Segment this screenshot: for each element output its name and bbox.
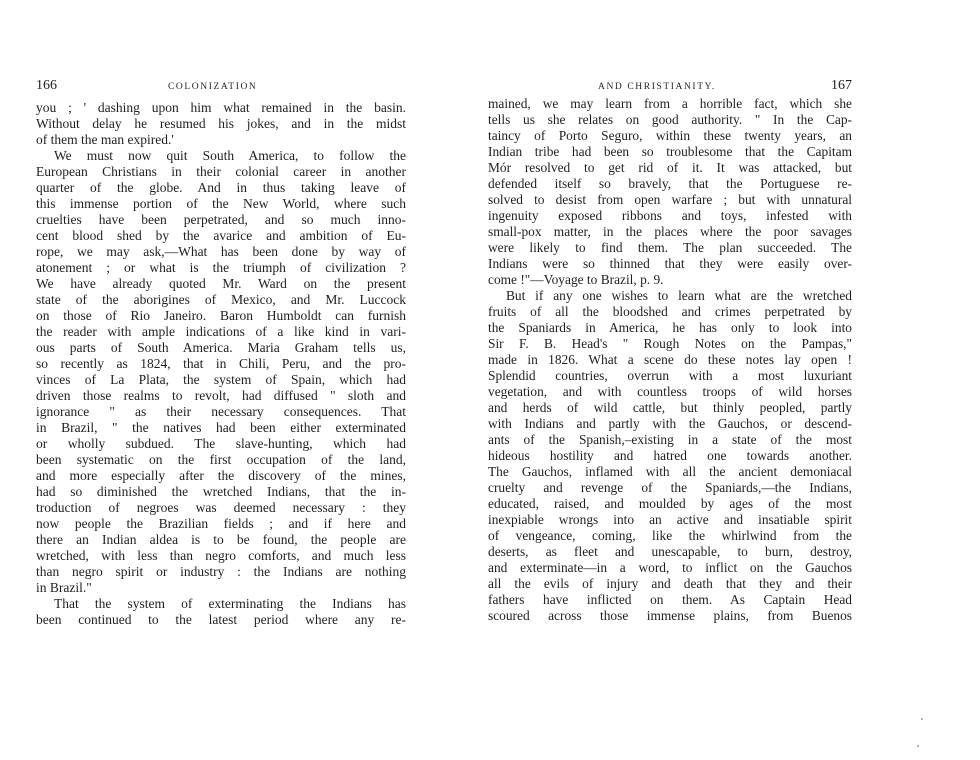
text-line: all the evils of injury and death that they and their [488, 576, 852, 591]
text-line: We must now quit South America, to follow the [54, 148, 406, 163]
text-line: scoured across those immense plains, from Buenos [488, 608, 852, 623]
text-line: small-pox matter, in the places where the poor savages [488, 224, 852, 239]
text-line: driven those realms to revolt, had diffused " sloth and [36, 388, 406, 403]
text-line: Indians were so thinned that they were easily over- [488, 256, 852, 271]
text-line: Sir F. B. Head's " Rough Notes on the Pampas," [488, 336, 852, 351]
text-line: of them the man expired.' [36, 132, 174, 147]
running-title-right: AND CHRISTIANITY. [598, 82, 716, 92]
text-line: the reader with ample indications of a like kind in vari- [36, 324, 406, 339]
right-running-head [488, 78, 852, 96]
text-line: on those of Rio Janeiro. Baron Humboldt can furnish [36, 308, 406, 323]
text-line: fruits of all the bloodshed and crimes perpetrated by [488, 304, 852, 319]
text-line: or wholly subdued. The slave-hunting, which had [36, 436, 406, 451]
scan-speck [921, 718, 923, 720]
text-line: state of the aborigines of Mexico, and Mr. Luccock [36, 292, 406, 307]
text-line: and more especially after the discovery of the mines, [36, 468, 406, 483]
text-line: European Christians in their colonial career in another [36, 164, 406, 179]
text-line: fathers have inflicted on them. As Captain Head [488, 592, 852, 607]
text-line: deserts, as fleet and unescapable, to burn, destroy, [488, 544, 852, 559]
text-line: defended itself so bravely, that the Portuguese re- [488, 176, 852, 191]
text-line: hideous hostility and hatred one towards another. [488, 448, 852, 463]
text-line: cruelty and revenge of the Spaniards,—the Indians, [488, 480, 852, 495]
text-line: made in 1826. What a scene do these notes lay open ! [488, 352, 852, 367]
text-line: rope, we may ask,—What has been done by way of [36, 244, 406, 259]
text-line: now people the Brazilian fields ; and if here and [36, 516, 406, 531]
running-title-left: COLONIZATION [168, 82, 258, 92]
text-line: had so diminished the wretched Indians, that the in- [36, 484, 406, 499]
text-line: and herds of wild cattle, but thinly peopled, partly [488, 400, 852, 415]
text-line: quarter of the globe. And in thus taking leave of [36, 180, 406, 195]
text-line: Splendid countries, overrun with a most luxuriant [488, 368, 852, 383]
text-line: come !"—Voyage to Brazil, p. 9. [488, 272, 664, 287]
text-line: ingenuity exposed ribbons and toys, infested with [488, 208, 852, 223]
right-body-text [488, 96, 852, 624]
text-line: were likely to find them. The plan succeeded. The [488, 240, 852, 255]
text-line: there an Indian aldea is to be found, the people are [36, 532, 406, 547]
text-line: ants of the Spanish,–existing in a state of the most [488, 432, 852, 447]
text-line: That the system of exterminating the Indians has [54, 596, 406, 611]
text-line: been systematic on the first occupation of the land, [36, 452, 406, 467]
text-line: taincy of Porto Seguro, within these twenty years, an [488, 128, 852, 143]
text-line: vinces of La Plata, the system of Spain, which had [36, 372, 406, 387]
text-line: you ; ' dashing upon him what remained in the basin. [36, 100, 406, 115]
text-line: wretched, with less than negro comforts, and much less [36, 548, 406, 563]
text-line: than negro spirit or industry : the Indians are nothing [36, 564, 406, 579]
left-running-head [36, 78, 406, 96]
text-line: in Brazil." [36, 580, 92, 595]
text-line: the Spaniards in America, he has only to look into [488, 320, 852, 335]
text-line: cent blood shed by the avarice and ambition of Eu- [36, 228, 406, 243]
text-line: atonement ; or what is the triumph of civilization ? [36, 260, 406, 275]
left-body-text [36, 100, 406, 628]
text-line: ignorance " as their necessary consequences. That [36, 404, 406, 419]
text-line: vegetation, and with countless troops of wild horses [488, 384, 852, 399]
text-line: in Brazil, " the natives had been either exterminated [36, 420, 406, 435]
text-line: mained, we may learn from a horrible fact, which she [488, 96, 852, 111]
text-line: been continued to the latest period where any re- [36, 612, 406, 627]
text-line: inexpiable wrongs into an active and insatiable spirit [488, 512, 852, 527]
text-line: Mór resolved to get rid of it. It was attacked, but [488, 160, 852, 175]
text-line: But if any one wishes to learn what are the wretched [506, 288, 852, 303]
text-line: Without delay he resumed his jokes, and in the midst [36, 116, 406, 131]
text-line: and exterminate—in a word, to inflict on the Gauchos [488, 560, 852, 575]
text-line: Indian tribe had been so troublesome that the Capitam [488, 144, 852, 159]
text-line: cruelties have been perpetrated, and so much inno- [36, 212, 406, 227]
text-line: with Indians and partly with the Gauchos, or descend- [488, 416, 852, 431]
page-number-left: 166 [36, 78, 57, 93]
text-line: tells us she relates on good authority. " In the Cap- [488, 112, 852, 127]
text-line: The Gauchos, inflamed with all the ancient demoniacal [488, 464, 852, 479]
text-line: educated, raised, and moulded by ages of the most [488, 496, 852, 511]
text-line: We have already quoted Mr. Ward on the present [36, 276, 406, 291]
page-number-right: 167 [831, 78, 852, 93]
text-line: so recently as 1824, that in Chili, Peru, and the pro- [36, 356, 406, 371]
text-line: of vengeance, coming, like the whirlwind from the [488, 528, 852, 543]
text-line: solved to desist from open warfare ; but with unnatural [488, 192, 852, 207]
scan-speck [917, 745, 919, 747]
text-line: troduction of negroes was deemed necessary : they [36, 500, 406, 515]
text-line: this immense portion of the New World, where such [36, 196, 406, 211]
text-line: ous parts of South America. Maria Graham tells us, [36, 340, 406, 355]
